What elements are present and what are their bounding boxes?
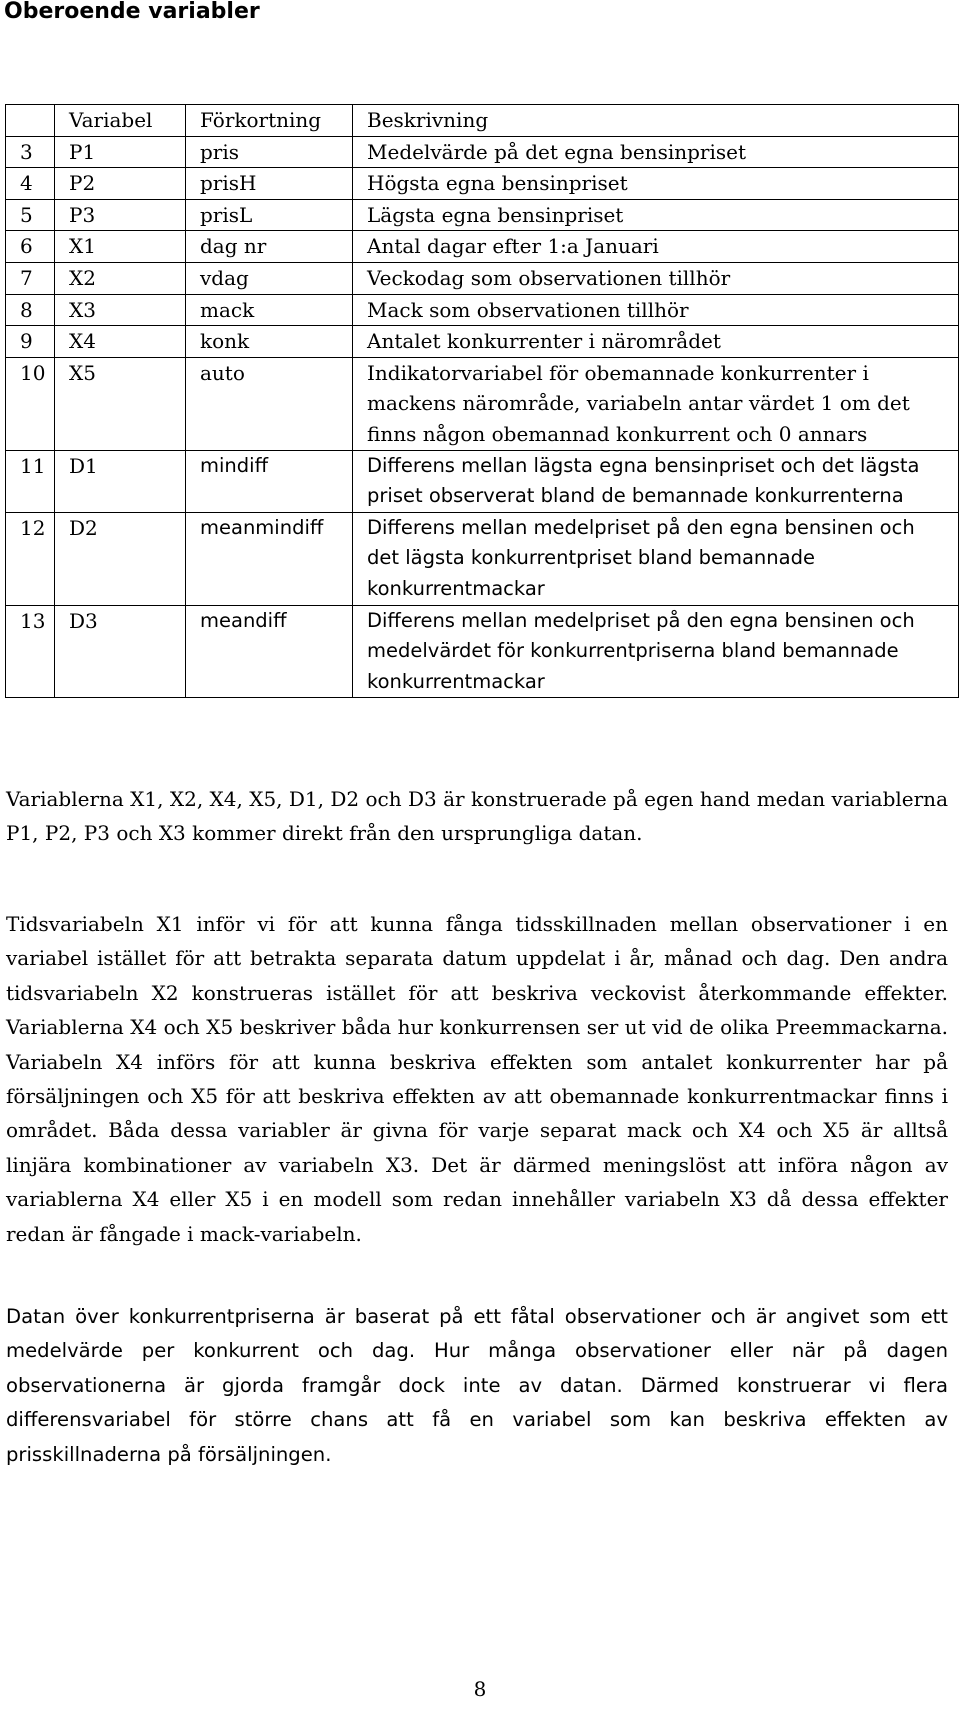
table-row bbox=[6, 357, 959, 450]
row-variable: D2 bbox=[55, 512, 186, 605]
row-description: Mack som observationen tillhör bbox=[353, 294, 959, 326]
table-row bbox=[6, 326, 959, 358]
row-number: 3 bbox=[6, 136, 55, 168]
paragraph-competitor-prices: Datan över konkurrentpriserna är baserat på ett fåtal observationer och är angivet som ett medelvärde per konkurrent och dag. Hur många observationer eller när på dagen observationerna är gjorda framgår dock inte av datan. Därmed konstruerar vi flera differensvariabel för större chans att få en variabel som kan beskriva effekten av prisskillnaderna på försäljningen. bbox=[6, 1305, 948, 1466]
row-description: Differens mellan lägsta egna bensinpriset och det lägsta priset observerat bland de bemannade konkurrenterna bbox=[353, 450, 959, 512]
row-abbreviation: dag nr bbox=[186, 231, 353, 263]
paragraph-constructed-variables: Variablerna X1, X2, X4, X5, D1, D2 och D3 är konstruerade på egen hand medan variablerna P1, P2, P3 och X3 kommer direkt från den ursprungliga datan. bbox=[6, 787, 948, 846]
row-variable: X1 bbox=[55, 231, 186, 263]
row-description: Indikatorvariabel för obemannade konkurrenter i mackens närområde, variabeln antar värdet 1 om det finns någon obemannad konkurrent och 0 annars bbox=[353, 357, 959, 450]
row-number: 5 bbox=[6, 199, 55, 231]
row-number: 7 bbox=[6, 262, 55, 294]
row-abbreviation: vdag bbox=[186, 262, 353, 294]
row-variable: P2 bbox=[55, 168, 186, 200]
row-number: 9 bbox=[6, 326, 55, 358]
table-row bbox=[6, 450, 959, 512]
row-abbreviation: prisH bbox=[186, 168, 353, 200]
row-description: Veckodag som observationen tillhör bbox=[353, 262, 959, 294]
table-row bbox=[6, 262, 959, 294]
row-description: Antal dagar efter 1:a Januari bbox=[353, 231, 959, 263]
header-description: Beskrivning bbox=[353, 105, 959, 137]
header-variable: Variabel bbox=[55, 105, 186, 137]
row-variable: X4 bbox=[55, 326, 186, 358]
header-number bbox=[6, 105, 55, 137]
table-row bbox=[6, 294, 959, 326]
section-heading: Oberoende variabler bbox=[4, 0, 260, 24]
row-variable: X5 bbox=[55, 357, 186, 450]
row-number: 13 bbox=[6, 605, 55, 698]
row-abbreviation: mindiff bbox=[186, 450, 353, 512]
row-variable: P3 bbox=[55, 199, 186, 231]
row-variable: P1 bbox=[55, 136, 186, 168]
row-description: Lägsta egna bensinpriset bbox=[353, 199, 959, 231]
row-number: 12 bbox=[6, 512, 55, 605]
row-abbreviation: auto bbox=[186, 357, 353, 450]
row-abbreviation: prisL bbox=[186, 199, 353, 231]
row-description: Antalet konkurrenter i närområdet bbox=[353, 326, 959, 358]
row-abbreviation: konk bbox=[186, 326, 353, 358]
table-row bbox=[6, 136, 959, 168]
row-description: Differens mellan medelpriset på den egna bensinen och det lägsta konkurrentpriset bland bemannade konkurrentmackar bbox=[353, 512, 959, 605]
row-description: Högsta egna bensinpriset bbox=[353, 168, 959, 200]
row-number: 8 bbox=[6, 294, 55, 326]
row-description: Medelvärde på det egna bensinpriset bbox=[353, 136, 959, 168]
row-abbreviation: meandiff bbox=[186, 605, 353, 698]
row-abbreviation: mack bbox=[186, 294, 353, 326]
table-row bbox=[6, 231, 959, 263]
row-abbreviation: pris bbox=[186, 136, 353, 168]
row-variable: X3 bbox=[55, 294, 186, 326]
row-abbreviation: meanmindiff bbox=[186, 512, 353, 605]
paragraph-time-variables: Tidsvariabeln X1 inför vi för att kunna fånga tidsskillnaden mellan observationer i en variabel istället för att betrakta separata datum uppdelat i år, månad och dag. Den andra tidsvariabeln X2 konstrueras istället för att beskriva veckovist återkommande effekter. Variablerna X4 och X5 beskriver båda hur konkurrensen ser ut vid de olika Preemmackarna. Variabeln X4 införs för att kunna beskriva effekten som antalet konkurrenter har på försäljningen och X5 för att beskriva effekten av att obemannade konkurrentmackar finns i området. Båda dessa variabler är givna för varje separat mack och X4 och X5 är alltså linjära kombinationer av variabeln X3. Det är därmed meningslöst att införa någon av variablerna X4 eller X5 i en modell som redan innehåller variabeln X3 då dessa effekter redan är fångade i mack-variabeln. bbox=[6, 912, 948, 1246]
variables-table bbox=[5, 104, 959, 698]
table-row bbox=[6, 199, 959, 231]
row-number: 10 bbox=[6, 357, 55, 450]
row-number: 11 bbox=[6, 450, 55, 512]
row-number: 4 bbox=[6, 168, 55, 200]
row-variable: D1 bbox=[55, 450, 186, 512]
row-variable: X2 bbox=[55, 262, 186, 294]
header-abbreviation: Förkortning bbox=[186, 105, 353, 137]
table-row bbox=[6, 168, 959, 200]
table-row bbox=[6, 605, 959, 698]
row-number: 6 bbox=[6, 231, 55, 263]
variables-table-body bbox=[6, 105, 959, 698]
page-number: 8 bbox=[473, 1677, 487, 1701]
row-description: Differens mellan medelpriset på den egna bensinen och medelvärdet för konkurrentpriserna bland bemannade konkurrentmackar bbox=[353, 605, 959, 698]
row-variable: D3 bbox=[55, 605, 186, 698]
table-header-row bbox=[6, 105, 959, 137]
table-row bbox=[6, 512, 959, 605]
